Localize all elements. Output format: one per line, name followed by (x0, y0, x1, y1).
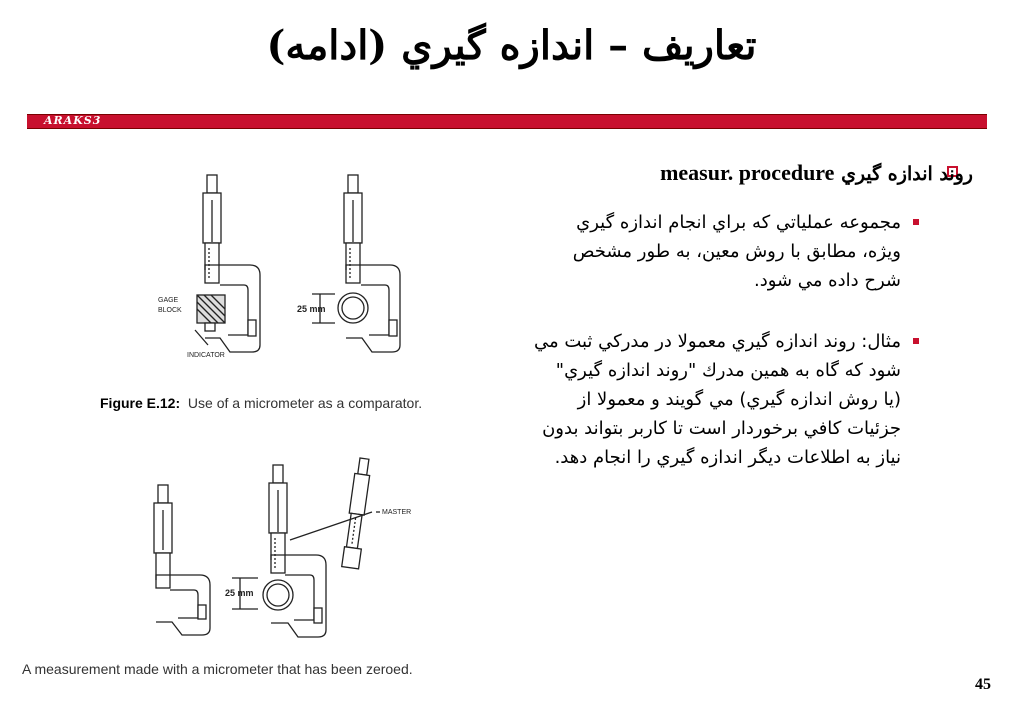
micrometer-zeroed-figure (140, 450, 430, 650)
bullet-line: ويژه، مطابق با روش معين، به طور مشخص (572, 241, 901, 262)
figure-caption-text: Use of a micrometer as a comparator. (187, 395, 423, 411)
bullet-example (481, 327, 901, 472)
heading-en: measur. procedure (660, 160, 835, 185)
square-bullet-icon (913, 219, 919, 225)
micrometer-comparator-figure (150, 170, 420, 365)
bullet-line: نياز به اطلاعات ديگر اندازه گيري را انجام دهد. (554, 447, 901, 468)
header-bar (27, 114, 987, 129)
page-number: 45 (975, 676, 991, 693)
heading-fa: روند اندازه گيري (841, 163, 973, 185)
slide-title: تعاريف – اندازه گيري (ادامه) (266, 22, 757, 69)
square-bullet-icon (913, 338, 919, 344)
dimension-label: 25 mm (297, 304, 326, 314)
figure-caption: A measurement made with a micrometer that has been zeroed. (22, 661, 413, 677)
master-label: MASTER (382, 509, 412, 516)
dimension-label: 25 mm (225, 588, 254, 598)
indicator-label: INDICATOR (187, 352, 225, 359)
bullet-line: مجموعه عملياتي كه براي انجام اندازه گيري (576, 212, 901, 233)
figure-caption-label: Figure E.12: (100, 395, 181, 411)
figure-caption (100, 395, 422, 411)
logo-text: ARAKS3 (44, 114, 102, 127)
bullet-line: شرح داده مي شود. (753, 270, 901, 291)
bullet-line: جزئيات كافي برخوردار است تا كاربر بتواند بدون (542, 418, 901, 439)
bullet-definition (511, 208, 901, 295)
gage-label: GAGE (158, 297, 179, 304)
bullet-line: شود كه گاه به همين مدرك "روند اندازه گيري" (555, 360, 901, 381)
block-label: BLOCK (158, 307, 182, 314)
bullet-line: مثال: روند اندازه گيري معمولا در مدركي ثبت مي (533, 331, 901, 352)
bullet-line: (يا روش اندازه گيري) مي گويند و معمولا از (577, 389, 901, 410)
section-heading (660, 160, 973, 186)
